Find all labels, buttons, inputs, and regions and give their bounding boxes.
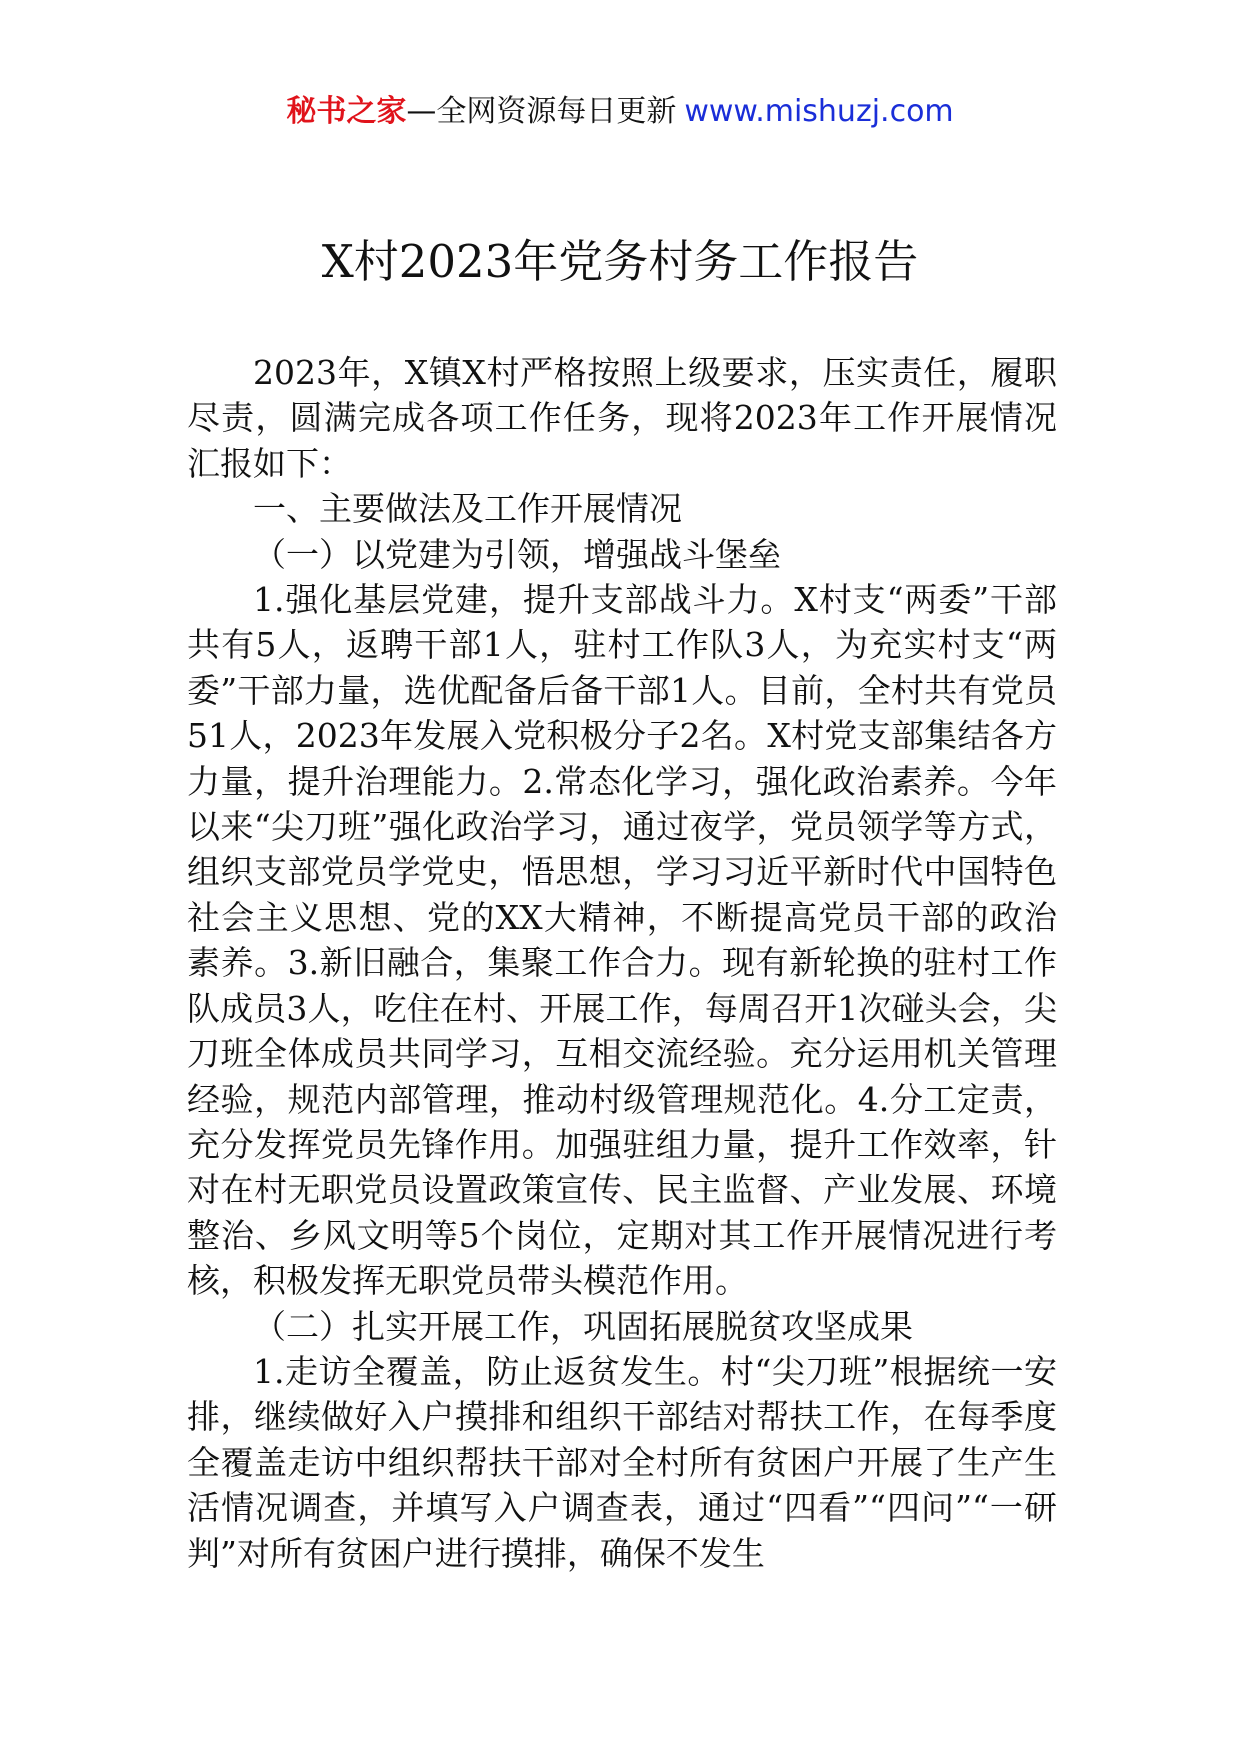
document-body — [187, 350, 1057, 1576]
header-slogan: 全网资源每日更新 — [436, 94, 677, 129]
subsection-heading-1: （一）以党建为引领，增强战斗堡垒 — [253, 534, 781, 574]
section-heading-1: 一、主要做法及工作开展情况 — [253, 489, 682, 529]
site-header — [0, 92, 1240, 132]
site-url-link[interactable]: www.mishuzj.com — [684, 94, 954, 129]
subsection-heading-2: （二）扎实开展工作，巩固拓展脱贫攻坚成果 — [253, 1306, 913, 1346]
header-dash: — — [406, 94, 437, 129]
intro-paragraph: 2023年，X镇X村严格按照上级要求，压实责任，履职尽责，圆满完成各项工作任务，现将2023年工作开展情况汇报如下： — [187, 353, 1057, 483]
body-paragraph: 1.强化基层党建，提升支部战斗力。X村支“两委”干部共有5人，返聘干部1人，驻村工作队3人，为充实村支“两委”干部力量，选优配备后备干部1人。目前，全村共有党员51人，2023年发展入党积极分子2名。X村党支部集结各方力量，提升治理能力。2.常态化学习，强化政治素养。今年以来“尖刀班”强化政治学习，通过夜学，党员领学等方式，组织支部党员学党史，悟思想，学习习近平新时代中国特色社会主义思想、党的XX大精神，不断提高党员干部的政治素养。3.新旧融合，集聚工作合力。现有新轮换的驻村工作队成员3人，吃住在村、开展工作，每周召开1次碰头会，尖刀班全体成员共同学习，互相交流经验。充分运用机关管理经验，规范内部管理，推动村级管理规范化。4.分工定责，充分发挥党员先锋作用。加强驻组力量，提升工作效率，针对在村无职党员设置政策宣传、民主监督、产业发展、环境整治、乡风文明等5个岗位，定期对其工作开展情况进行考核，积极发挥无职党员带头模范作用。 — [187, 580, 1057, 1301]
brand-name: 秘书之家 — [286, 94, 407, 129]
document-title: X村2023年党务村务工作报告 — [321, 235, 919, 288]
body-paragraph: 1.走访全覆盖，防止返贫发生。村“尖刀班”根据统一安排，继续做好入户摸排和组织干部结对帮扶工作，在每季度全覆盖走访中组织帮扶干部对全村所有贫困户开展了生产生活情况调查，并填写入户调查表，通过“四看”“四问”“一研判”对所有贫困户进行摸排，确保不发生 — [187, 1351, 1057, 1573]
